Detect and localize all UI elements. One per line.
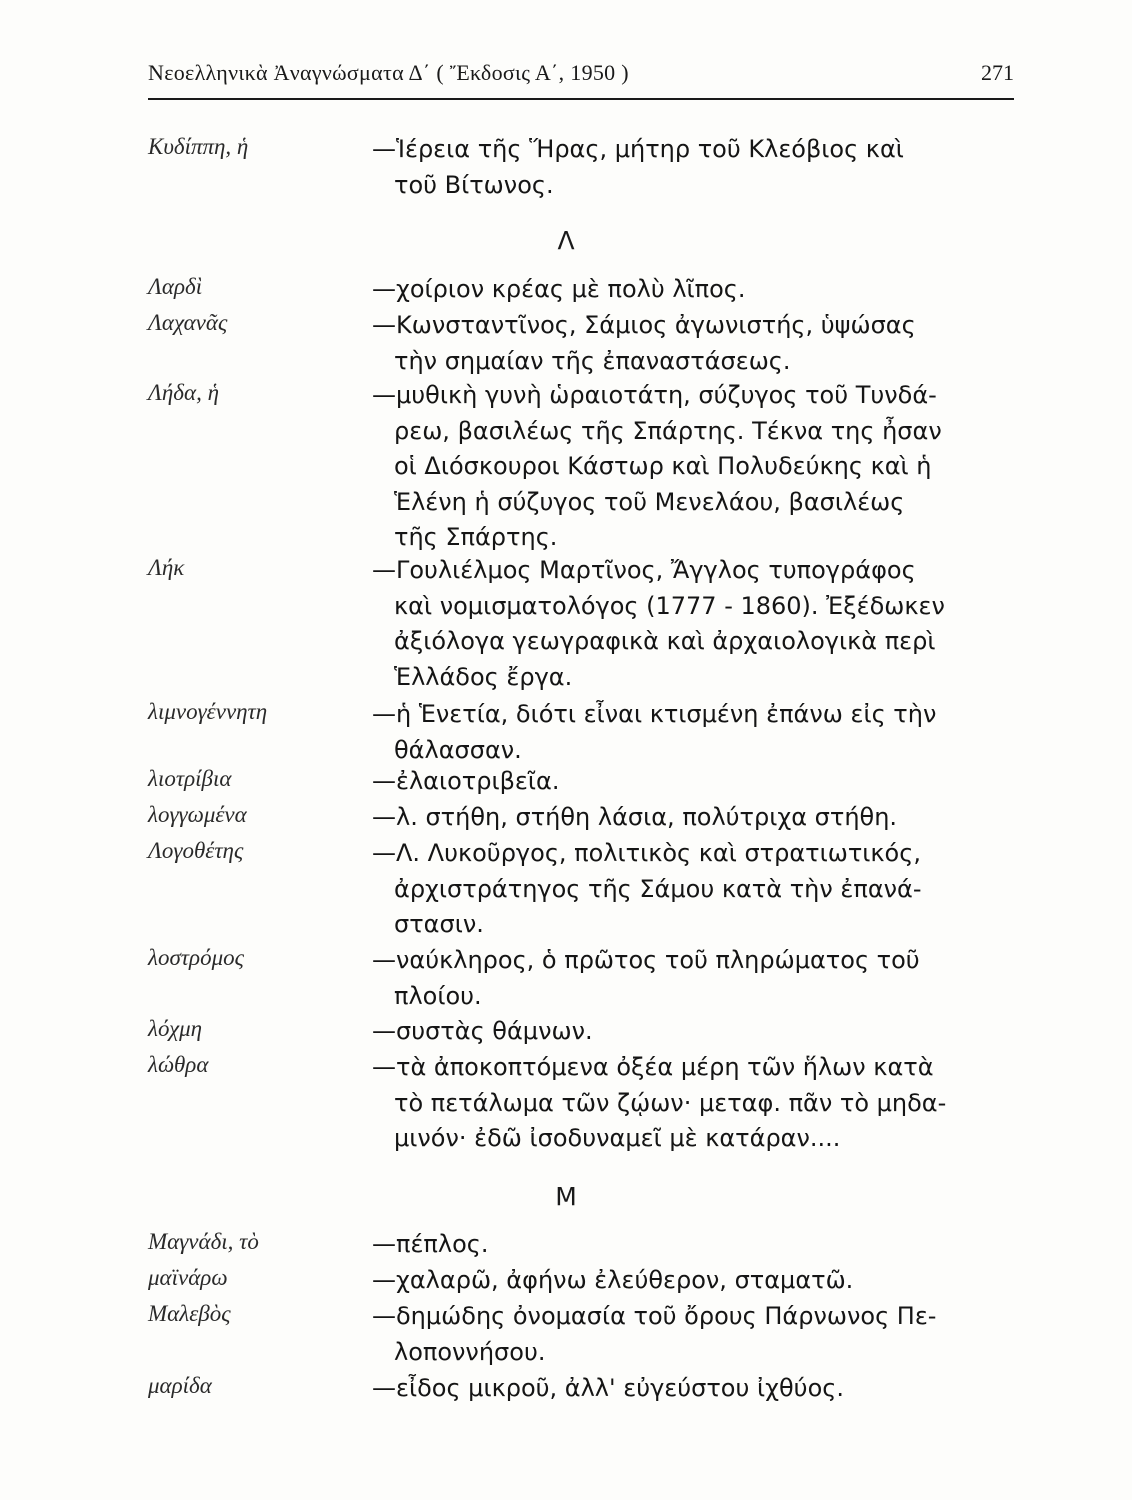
definition-line: —πέπλος.: [372, 1230, 489, 1258]
entry-term: Μαλεβὸς: [148, 1301, 231, 1326]
entry-definition: [372, 272, 1022, 308]
definition-line: πλοίου.: [394, 981, 482, 1010]
entry-definition: [372, 378, 1022, 556]
definition-line: —λ. στήθη, στήθη λάσια, πολύτριχα στήθη.: [372, 803, 898, 831]
entry-definition: [372, 697, 1022, 768]
definition-line: τῆς Σπάρτης.: [394, 523, 558, 551]
entry-term: λόχμη: [148, 1016, 203, 1041]
section-letter-lambda: Λ: [557, 226, 575, 255]
entry-definition: [372, 1014, 1022, 1050]
definition-line: λοποννήσου.: [394, 1337, 546, 1366]
definition-line: —ἐλαιοτριβεῖα.: [372, 767, 560, 795]
page-number: 271: [981, 60, 1014, 85]
section-letter-mu: Μ: [555, 1182, 577, 1211]
definition-line: —ναύκληρος, ὁ πρῶτος τοῦ πληρώματος τοῦ: [372, 946, 920, 974]
entry-definition: [372, 1263, 1022, 1299]
entry-definition: [372, 1371, 1022, 1407]
definition-line: Ἑλένη ἡ σύζυγος τοῦ Μενελάου, βασιλέως: [394, 487, 905, 516]
definition-line: —δημώδης ὀνομασία τοῦ ὄρους Πάρνωνος Πε-: [372, 1302, 937, 1330]
entry-term: Μαγνάδι, τὸ: [148, 1229, 259, 1254]
entry-term: λιμνογέννητη: [148, 699, 268, 724]
entry-term: Κυδίππη, ἡ: [148, 134, 249, 159]
definition-line: —χαλαρῶ, ἀφήνω ἐλεύθερον, σταματῶ.: [372, 1266, 854, 1294]
entry-term: μαϊνάρω: [148, 1265, 228, 1290]
entry-term: Λαρδὶ: [148, 274, 203, 299]
definition-line: ἀρχιστράτηγος τῆς Σάμου κατὰ τὴν ἐπανά-: [394, 874, 922, 903]
entry-term: λογγωμένα: [148, 802, 247, 827]
entry-term: λιοτρίβια: [148, 766, 232, 791]
entry-term: μαρίδα: [148, 1373, 212, 1398]
definition-line: οἱ Διόσκουροι Κάστωρ καὶ Πολυδεύκης καὶ ἡ: [394, 452, 932, 480]
entry-definition: [372, 943, 1022, 1014]
running-title: Νεοελληνικὰ Ἀναγνώσματα Δ΄ ( Ἔκδοσις Α΄, 1950 ): [148, 60, 629, 85]
definition-line: θάλασσαν.: [394, 735, 522, 764]
entry-term: Λογοθέτης: [148, 838, 244, 863]
entry-term: Λήδα, ἡ: [148, 380, 219, 405]
entry-term: λοστρόμος: [148, 945, 244, 970]
page-header: [148, 58, 1014, 100]
definition-line: καὶ νομισματολόγος (1777 - 1860). Ἐξέδωκεν: [394, 591, 945, 620]
definition-line: τὴν σημαίαν τῆς ἐπαναστάσεως.: [394, 346, 791, 375]
entry-definition: [372, 308, 1022, 379]
entry-definition: [372, 1050, 1022, 1157]
entry-definition: [372, 836, 1022, 943]
definition-line: ρεω, βασιλέως τῆς Σπάρτης. Τέκνα της ἦσαν: [394, 416, 942, 445]
entry-definition: [372, 553, 1022, 695]
definition-line: —εἶδος μικροῦ, ἀλλ' εὐγεύστου ἰχθύος.: [372, 1374, 844, 1402]
entry-definition: [372, 764, 1022, 800]
definition-line: στασιν.: [394, 910, 484, 938]
definition-line: τὸ πετάλωμα τῶν ζῴων· μεταφ. πᾶν τὸ μηδα-: [394, 1088, 947, 1117]
definition-line: —χοίριον κρέας μὲ πολὺ λῖπος.: [372, 275, 746, 303]
definition-line: τοῦ Βίτωνος.: [394, 170, 554, 199]
entry-term: Λήκ: [148, 555, 185, 580]
definition-line: —Ἱέρεια τῆς Ἥρας, μήτηρ τοῦ Κλεόβιος καὶ: [372, 135, 904, 163]
definition-line: —τὰ ἀποκοπτόμενα ὀξέα μέρη τῶν ἥλων κατὰ: [372, 1053, 934, 1081]
definition-line: —μυθικὴ γυνὴ ὡραιοτάτη, σύζυγος τοῦ Τυνδά-: [372, 381, 937, 409]
definition-line: Ἑλλάδος ἔργα.: [394, 662, 573, 691]
entry-term: λώθρα: [148, 1052, 209, 1077]
entry-definition: [372, 1299, 1022, 1370]
entry-term: Λαχανᾶς: [148, 310, 228, 335]
definition-line: μινόν· ἐδῶ ἰσοδυναμεῖ μὲ κατάραν....: [394, 1124, 841, 1152]
entry-definition: [372, 1227, 1022, 1263]
definition-line: —ἡ Ἑνετία, διότι εἶναι κτισμένη ἐπάνω εἰς τὴν: [372, 700, 937, 728]
definition-line: —Λ. Λυκοῦργος, πολιτικὸς καὶ στρατιωτικός,: [372, 839, 921, 867]
definition-line: —συστὰς θάμνων.: [372, 1017, 593, 1045]
definition-line: —Κωνσταντῖνος, Σάμιος ἀγωνιστής, ὑψώσας: [372, 311, 916, 339]
definition-line: ἀξιόλογα γεωγραφικὰ καὶ ἀρχαιολογικὰ περὶ: [394, 627, 936, 655]
entry-definition: [372, 800, 1022, 836]
entry-definition: [372, 132, 1022, 203]
definition-line: —Γουλιέλμος Μαρτῖνος, Ἄγγλος τυπογράφος: [372, 556, 916, 584]
